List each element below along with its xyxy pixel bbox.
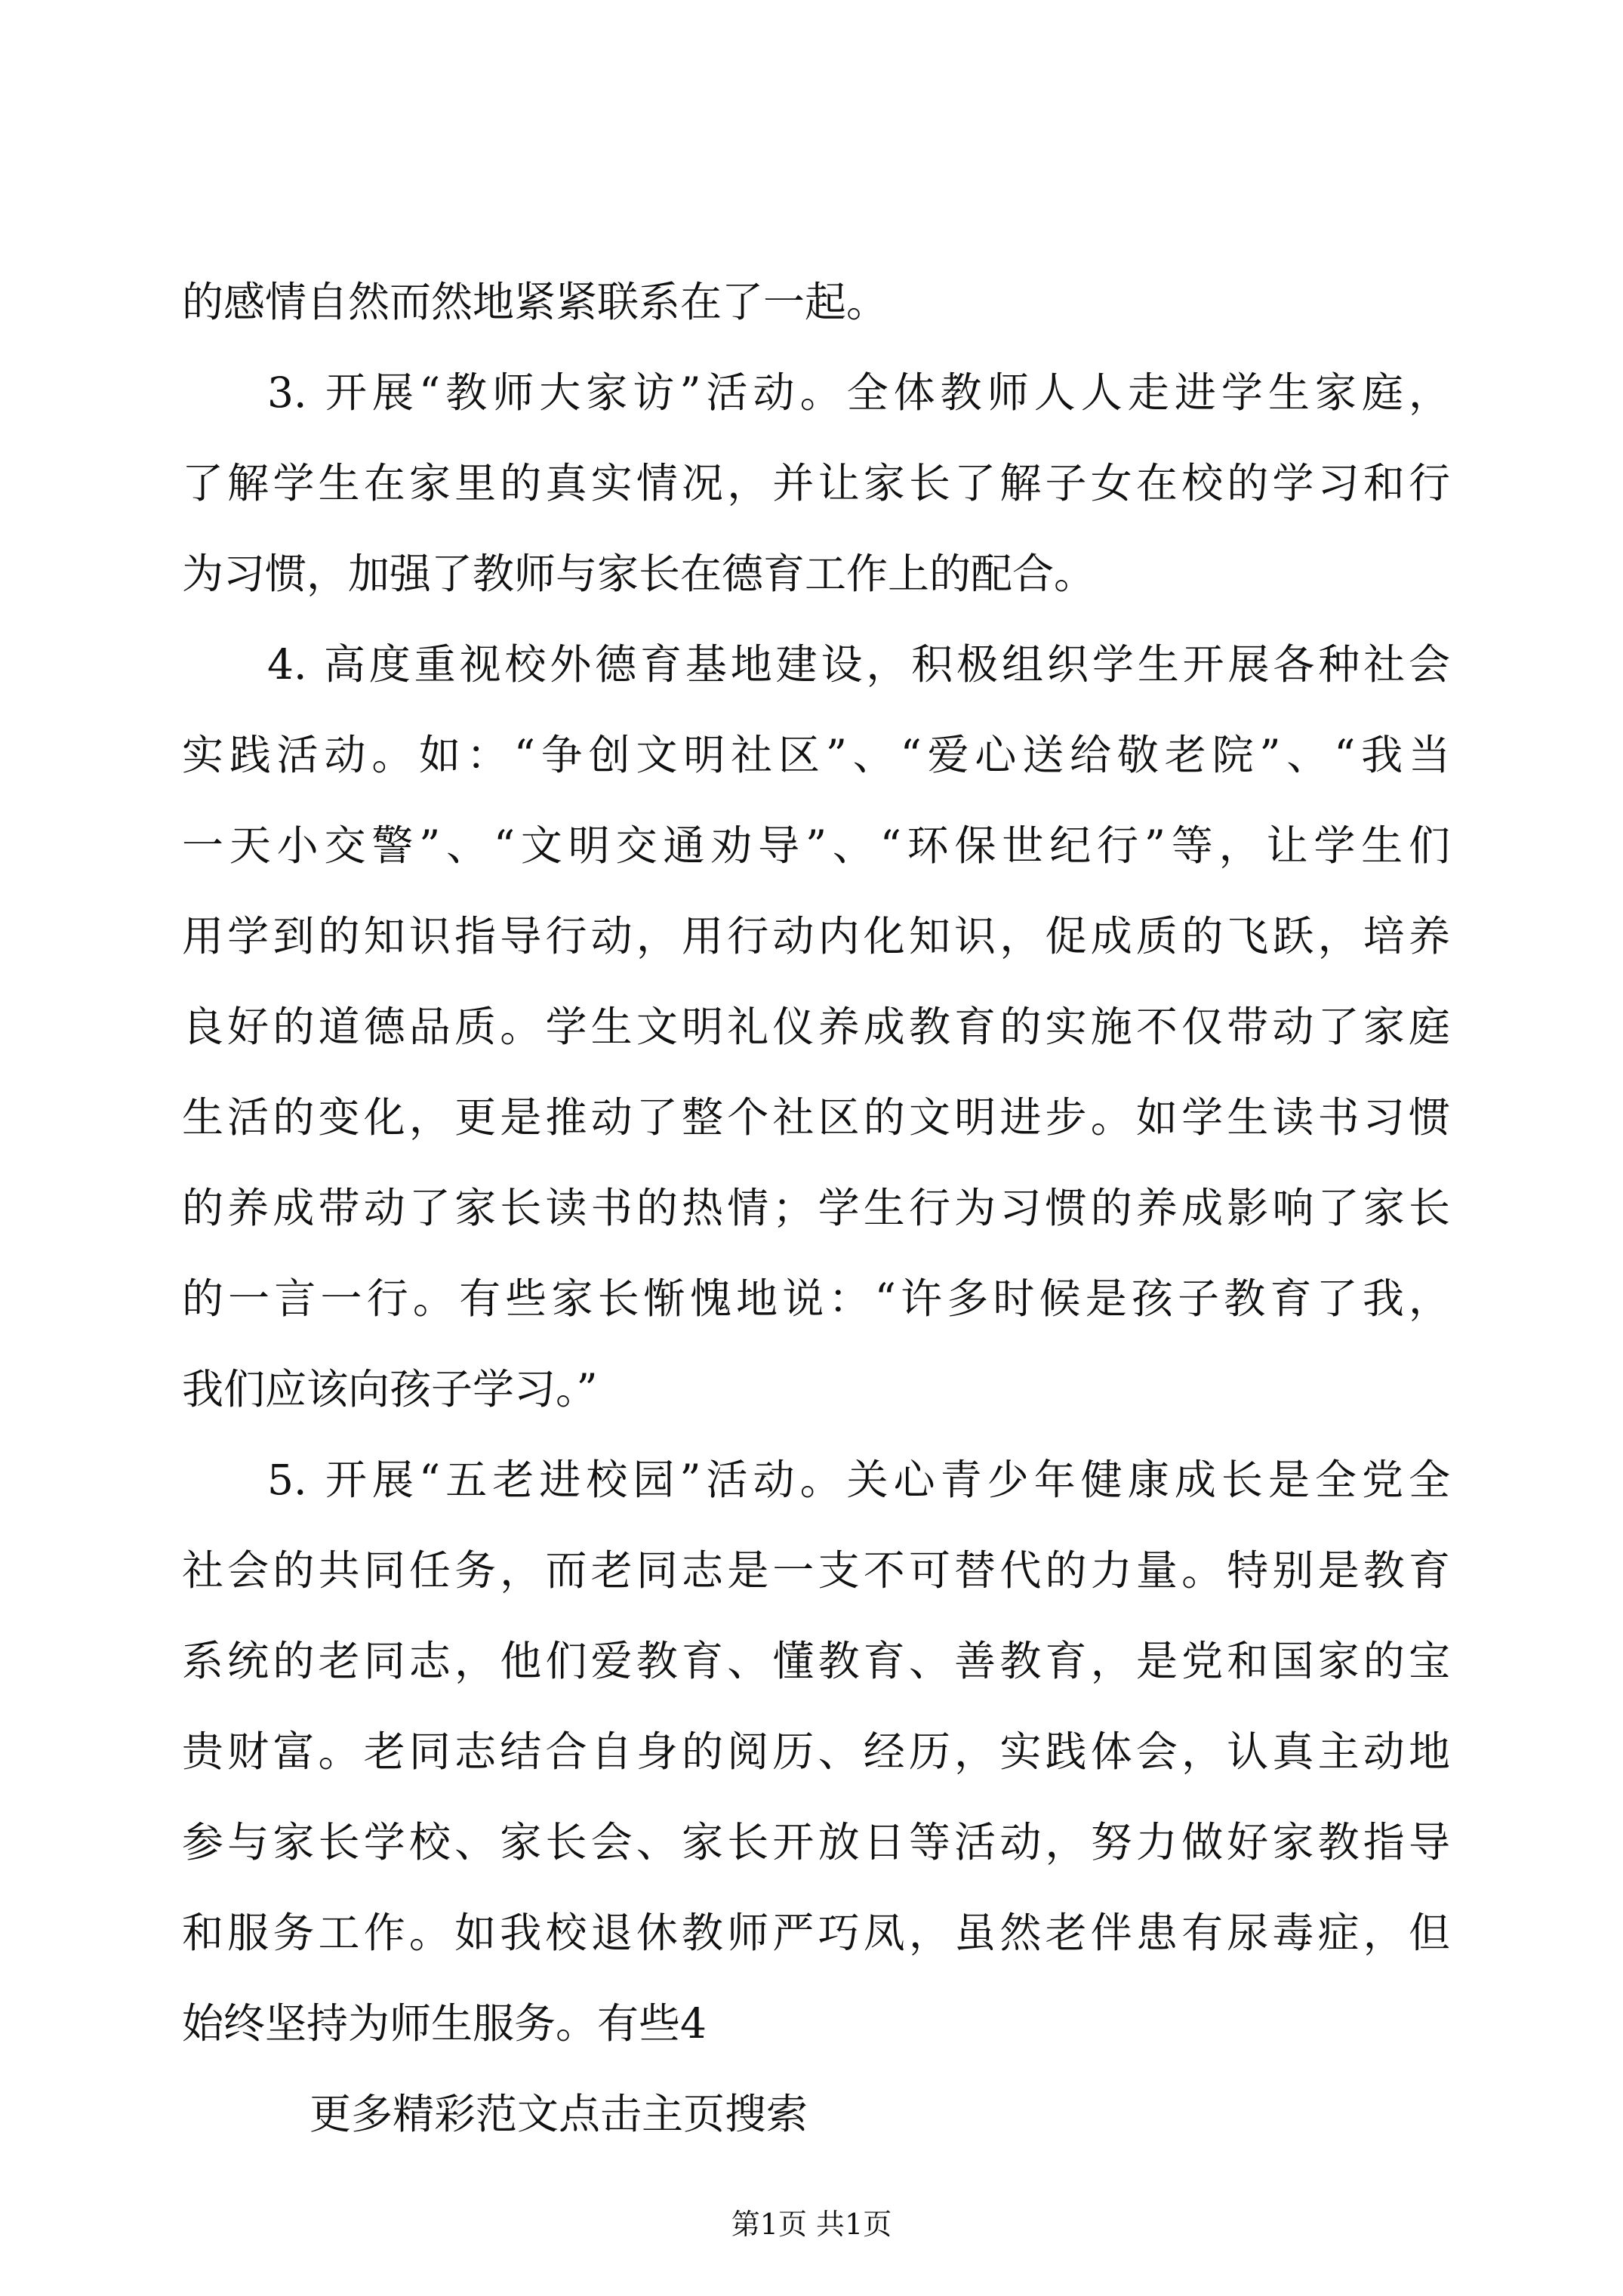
- text-line: 社会的共同任务，而老同志是一支不可替代的力量。特别是教育: [182, 1546, 1450, 1595]
- text-line: 良好的道德品质。学生文明礼仪养成教育的实施不仅带动了家庭: [182, 1003, 1450, 1051]
- text-line: 的一言一行。有些家长惭愧地说：“许多时候是孩子教育了我，: [182, 1274, 1450, 1323]
- text-line: 为习惯，加强了教师与家长在德育工作上的配合。: [182, 550, 1096, 598]
- text-line: 始终坚持为师生服务。有些4: [182, 1999, 707, 2048]
- text-line: 实践活动。如：“争创文明社区”、“爱心送给敬老院”、“我当: [182, 731, 1450, 779]
- text-line: 生活的变化，更是推动了整个社区的文明进步。如学生读书习惯: [182, 1093, 1450, 1142]
- promo-text: 更多精彩范文点击主页搜索: [310, 2090, 808, 2138]
- text-line: 4. 高度重视校外德育基地建设，积极组织学生开展各种社会: [267, 640, 1450, 689]
- text-line: 一天小交警”、“文明交通劝导”、“环保世纪行”等，让学生们: [182, 821, 1450, 870]
- text-line: 和服务工作。如我校退休教师严巧凤，虽然老伴患有尿毒症，但: [182, 1909, 1450, 1957]
- text-line: 系统的老同志，他们爱教育、懂教育、善教育，是党和国家的宝: [182, 1637, 1450, 1685]
- text-line: 的感情自然而然地紧紧联系在了一起。: [182, 278, 888, 326]
- text-line: 贵财富。老同志结合自身的阅历、经历，实践体会，认真主动地: [182, 1727, 1450, 1776]
- text-line: 的养成带动了家长读书的热情；学生行为习惯的养成影响了家长: [182, 1184, 1450, 1232]
- text-line: 5. 开展“五老进校园”活动。关心青少年健康成长是全党全: [267, 1456, 1450, 1504]
- text-line: 参与家长学校、家长会、家长开放日等活动，努力做好家教指导: [182, 1818, 1450, 1866]
- page-footer: 第1页 共1页: [731, 2208, 892, 2241]
- text-line: 3. 开展“教师大家访”活动。全体教师人人走进学生家庭，: [267, 368, 1450, 417]
- text-line: 用学到的知识指导行动，用行动内化知识，促成质的飞跃，培养: [182, 912, 1450, 960]
- text-line: 我们应该向孩子学习。”: [182, 1365, 598, 1413]
- text-line: 了解学生在家里的真实情况，并让家长了解子女在校的学习和行: [182, 459, 1450, 507]
